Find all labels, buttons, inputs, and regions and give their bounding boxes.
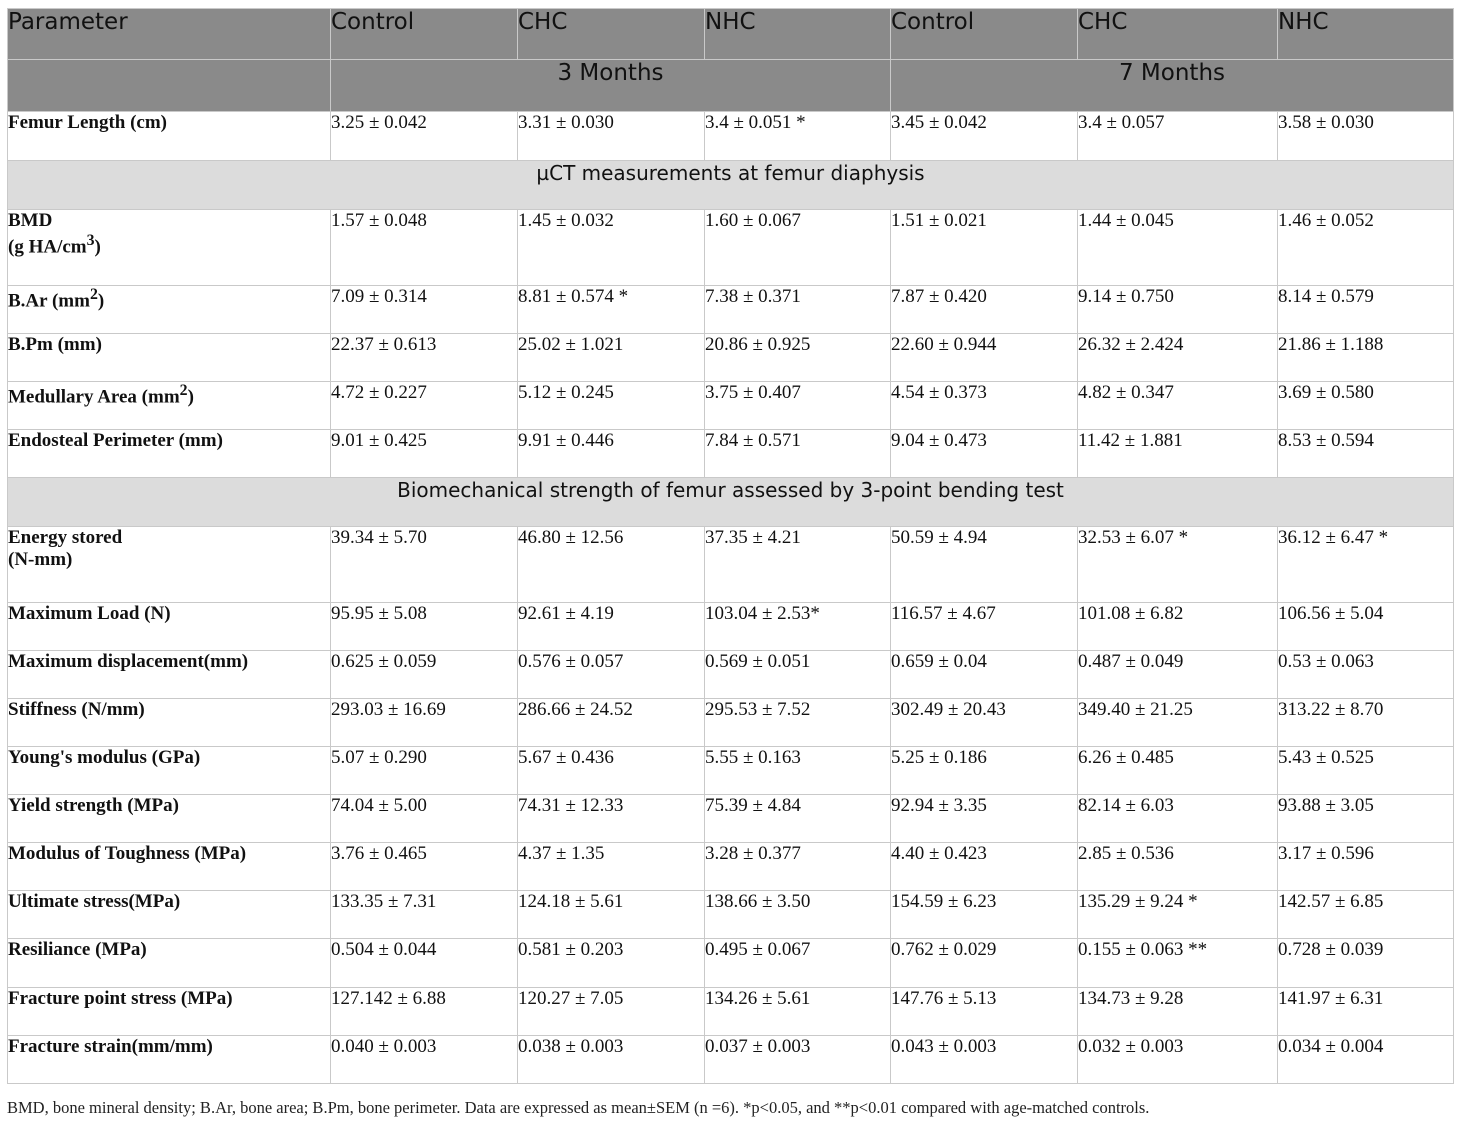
row-label (8, 286, 331, 334)
table-row (8, 286, 1454, 334)
table-cell: 0.032 ± 0.003 (1078, 1036, 1278, 1084)
table-cell: 1.57 ± 0.048 (331, 210, 518, 286)
table-cell: 0.581 ± 0.203 (518, 939, 705, 988)
table-cell: 135.29 ± 9.24 * (1078, 891, 1278, 939)
table-cell: 50.59 ± 4.94 (891, 527, 1078, 603)
table-row (8, 988, 1454, 1036)
table-cell: 3.28 ± 0.377 (705, 843, 891, 891)
column-header-chc-3m: CHC (518, 9, 705, 60)
table-cell: 9.91 ± 0.446 (518, 430, 705, 478)
row-label: Fracture point stress (MPa) (8, 988, 331, 1036)
table-cell: 2.85 ± 0.536 (1078, 843, 1278, 891)
column-header-nhc-7m: NHC (1278, 9, 1454, 60)
column-header-control-7m: Control (891, 9, 1078, 60)
table-cell: 0.576 ± 0.057 (518, 651, 705, 699)
row-unit-text: (g HA/cm (8, 236, 87, 258)
row-label: Maximum Load (N) (8, 603, 331, 651)
superscript: 3 (86, 232, 95, 249)
table-cell: 1.45 ± 0.032 (518, 210, 705, 286)
table-cell: 3.69 ± 0.580 (1278, 382, 1454, 430)
table-cell: 3.45 ± 0.042 (891, 112, 1078, 161)
superscript: 2 (89, 286, 98, 303)
table-cell: 9.04 ± 0.473 (891, 430, 1078, 478)
row-label-text: Medullary Area (mm (8, 386, 180, 408)
table-cell: 103.04 ± 2.53* (705, 603, 891, 651)
table-cell: 3.4 ± 0.057 (1078, 112, 1278, 161)
table-cell: 4.54 ± 0.373 (891, 382, 1078, 430)
table-cell: 0.569 ± 0.051 (705, 651, 891, 699)
table-cell: 1.46 ± 0.052 (1278, 210, 1454, 286)
table-cell: 3.31 ± 0.030 (518, 112, 705, 161)
table-row (8, 795, 1454, 843)
table-cell: 7.84 ± 0.571 (705, 430, 891, 478)
period-3-months: 3 Months (331, 60, 891, 112)
table-cell: 9.01 ± 0.425 (331, 430, 518, 478)
table-row (8, 430, 1454, 478)
table-row (8, 1036, 1454, 1084)
table-cell: 101.08 ± 6.82 (1078, 603, 1278, 651)
section-header-row (8, 161, 1454, 210)
table-cell: 0.040 ± 0.003 (331, 1036, 518, 1084)
data-table (7, 8, 1454, 1084)
row-label: Yield strength (MPa) (8, 795, 331, 843)
table-cell: 1.51 ± 0.021 (891, 210, 1078, 286)
table-cell: 3.4 ± 0.051 * (705, 112, 891, 161)
table-row (8, 210, 1454, 286)
table-cell: 39.34 ± 5.70 (331, 527, 518, 603)
table-cell: 154.59 ± 6.23 (891, 891, 1078, 939)
table-cell: 3.75 ± 0.407 (705, 382, 891, 430)
table-cell: 26.32 ± 2.424 (1078, 334, 1278, 382)
table-row (8, 843, 1454, 891)
table-cell: 124.18 ± 5.61 (518, 891, 705, 939)
header-row (8, 9, 1454, 60)
table-cell: 293.03 ± 16.69 (331, 699, 518, 747)
table-cell: 0.625 ± 0.059 (331, 651, 518, 699)
table-cell: 142.57 ± 6.85 (1278, 891, 1454, 939)
table-row (8, 699, 1454, 747)
period-row (8, 60, 1454, 112)
table-cell: 286.66 ± 24.52 (518, 699, 705, 747)
row-label-tail: ) (187, 386, 194, 408)
table-cell: 0.487 ± 0.049 (1078, 651, 1278, 699)
table-cell: 7.87 ± 0.420 (891, 286, 1078, 334)
row-label: Ultimate stress(MPa) (8, 891, 331, 939)
table-cell: 32.53 ± 6.07 * (1078, 527, 1278, 603)
table-cell: 5.43 ± 0.525 (1278, 747, 1454, 795)
table-cell: 93.88 ± 3.05 (1278, 795, 1454, 843)
row-label: Modulus of Toughness (MPa) (8, 843, 331, 891)
table-cell: 0.043 ± 0.003 (891, 1036, 1078, 1084)
table-cell: 5.67 ± 0.436 (518, 747, 705, 795)
table-cell: 3.17 ± 0.596 (1278, 843, 1454, 891)
table-cell: 8.14 ± 0.579 (1278, 286, 1454, 334)
table-cell: 133.35 ± 7.31 (331, 891, 518, 939)
table-cell: 0.728 ± 0.039 (1278, 939, 1454, 988)
table-cell: 0.53 ± 0.063 (1278, 651, 1454, 699)
table-cell: 5.12 ± 0.245 (518, 382, 705, 430)
table-cell: 74.31 ± 12.33 (518, 795, 705, 843)
row-label (8, 527, 331, 603)
table-cell: 5.07 ± 0.290 (331, 747, 518, 795)
table-cell: 4.40 ± 0.423 (891, 843, 1078, 891)
table-cell: 3.76 ± 0.465 (331, 843, 518, 891)
table-cell: 7.09 ± 0.314 (331, 286, 518, 334)
table-cell: 82.14 ± 6.03 (1078, 795, 1278, 843)
table-cell: 134.26 ± 5.61 (705, 988, 891, 1036)
table-cell: 20.86 ± 0.925 (705, 334, 891, 382)
table-cell: 46.80 ± 12.56 (518, 527, 705, 603)
column-header-chc-7m: CHC (1078, 9, 1278, 60)
row-label-text: Energy stored (8, 527, 123, 548)
table-cell: 6.26 ± 0.485 (1078, 747, 1278, 795)
table-cell: 120.27 ± 7.05 (518, 988, 705, 1036)
section-title-uct: µCT measurements at femur diaphysis (8, 161, 1454, 210)
table-row (8, 939, 1454, 988)
table-cell: 295.53 ± 7.52 (705, 699, 891, 747)
row-unit-tail: ) (94, 236, 101, 258)
table-footnote: BMD, bone mineral density; B.Ar, bone area; B.Pm, bone perimeter. Data are expressed as mean±SEM (n =6). *p<0.05, and **p<0.01 compared with age-matched controls. (7, 1098, 1150, 1117)
table-row (8, 334, 1454, 382)
table-cell: 302.49 ± 20.43 (891, 699, 1078, 747)
table-cell: 0.659 ± 0.04 (891, 651, 1078, 699)
section-title-biomechanical: Biomechanical strength of femur assessed by 3-point bending test (8, 478, 1454, 527)
table-row (8, 112, 1454, 161)
row-label (8, 210, 331, 286)
table-cell: 4.72 ± 0.227 (331, 382, 518, 430)
table-cell: 75.39 ± 4.84 (705, 795, 891, 843)
table-cell: 37.35 ± 4.21 (705, 527, 891, 603)
row-label: Resiliance (MPa) (8, 939, 331, 988)
table-cell: 313.22 ± 8.70 (1278, 699, 1454, 747)
table-cell: 25.02 ± 1.021 (518, 334, 705, 382)
table-cell: 0.038 ± 0.003 (518, 1036, 705, 1084)
row-label: B.Pm (mm) (8, 334, 331, 382)
table-cell: 0.034 ± 0.004 (1278, 1036, 1454, 1084)
superscript: 2 (179, 382, 188, 399)
table-cell: 5.55 ± 0.163 (705, 747, 891, 795)
table-cell: 36.12 ± 6.47 * (1278, 527, 1454, 603)
table-cell: 0.155 ± 0.063 ** (1078, 939, 1278, 988)
table-cell: 5.25 ± 0.186 (891, 747, 1078, 795)
table-row (8, 651, 1454, 699)
table-cell: 21.86 ± 1.188 (1278, 334, 1454, 382)
table-row (8, 747, 1454, 795)
table-cell: 116.57 ± 4.67 (891, 603, 1078, 651)
table-cell: 3.25 ± 0.042 (331, 112, 518, 161)
table-cell: 0.504 ± 0.044 (331, 939, 518, 988)
table-cell: 95.95 ± 5.08 (331, 603, 518, 651)
period-7-months: 7 Months (891, 60, 1454, 112)
table-row (8, 527, 1454, 603)
table-cell: 74.04 ± 5.00 (331, 795, 518, 843)
table-cell: 4.37 ± 1.35 (518, 843, 705, 891)
table-cell: 92.94 ± 3.35 (891, 795, 1078, 843)
row-label: Maximum displacement(mm) (8, 651, 331, 699)
table-cell: 9.14 ± 0.750 (1078, 286, 1278, 334)
row-label (8, 382, 331, 430)
row-label-tail: ) (97, 290, 105, 312)
table-cell: 1.60 ± 0.067 (705, 210, 891, 286)
table-cell: 106.56 ± 5.04 (1278, 603, 1454, 651)
row-label: Fracture strain(mm/mm) (8, 1036, 331, 1084)
column-header-control-3m: Control (331, 9, 518, 60)
table-cell: 147.76 ± 5.13 (891, 988, 1078, 1036)
table-cell: 92.61 ± 4.19 (518, 603, 705, 651)
table-cell: 11.42 ± 1.881 (1078, 430, 1278, 478)
row-label-text: B.Ar (mm (8, 290, 90, 312)
table-row (8, 382, 1454, 430)
table-cell: 1.44 ± 0.045 (1078, 210, 1278, 286)
table-cell: 0.037 ± 0.003 (705, 1036, 891, 1084)
row-label-text: BMD (8, 210, 53, 231)
table-cell: 8.81 ± 0.574 * (518, 286, 705, 334)
row-label: Stiffness (N/mm) (8, 699, 331, 747)
table-cell: 134.73 ± 9.28 (1078, 988, 1278, 1036)
row-label: Endosteal Perimeter (mm) (8, 430, 331, 478)
column-header-parameter: Parameter (8, 9, 331, 60)
table-cell: 22.37 ± 0.613 (331, 334, 518, 382)
table-cell: 4.82 ± 0.347 (1078, 382, 1278, 430)
table-row (8, 891, 1454, 939)
row-unit-text: (N-mm) (8, 549, 73, 570)
table-cell: 3.58 ± 0.030 (1278, 112, 1454, 161)
table-cell: 22.60 ± 0.944 (891, 334, 1078, 382)
row-label: Femur Length (cm) (8, 112, 331, 161)
table-cell: 8.53 ± 0.594 (1278, 430, 1454, 478)
column-header-nhc-3m: NHC (705, 9, 891, 60)
table-cell: 138.66 ± 3.50 (705, 891, 891, 939)
table-cell: 349.40 ± 21.25 (1078, 699, 1278, 747)
row-label: Young's modulus (GPa) (8, 747, 331, 795)
table-cell: 127.142 ± 6.88 (331, 988, 518, 1036)
table-row (8, 603, 1454, 651)
section-header-row (8, 478, 1454, 527)
table-cell: 0.762 ± 0.029 (891, 939, 1078, 988)
table-cell: 7.38 ± 0.371 (705, 286, 891, 334)
table-cell: 0.495 ± 0.067 (705, 939, 891, 988)
period-spacer (8, 60, 331, 112)
table-cell: 141.97 ± 6.31 (1278, 988, 1454, 1036)
